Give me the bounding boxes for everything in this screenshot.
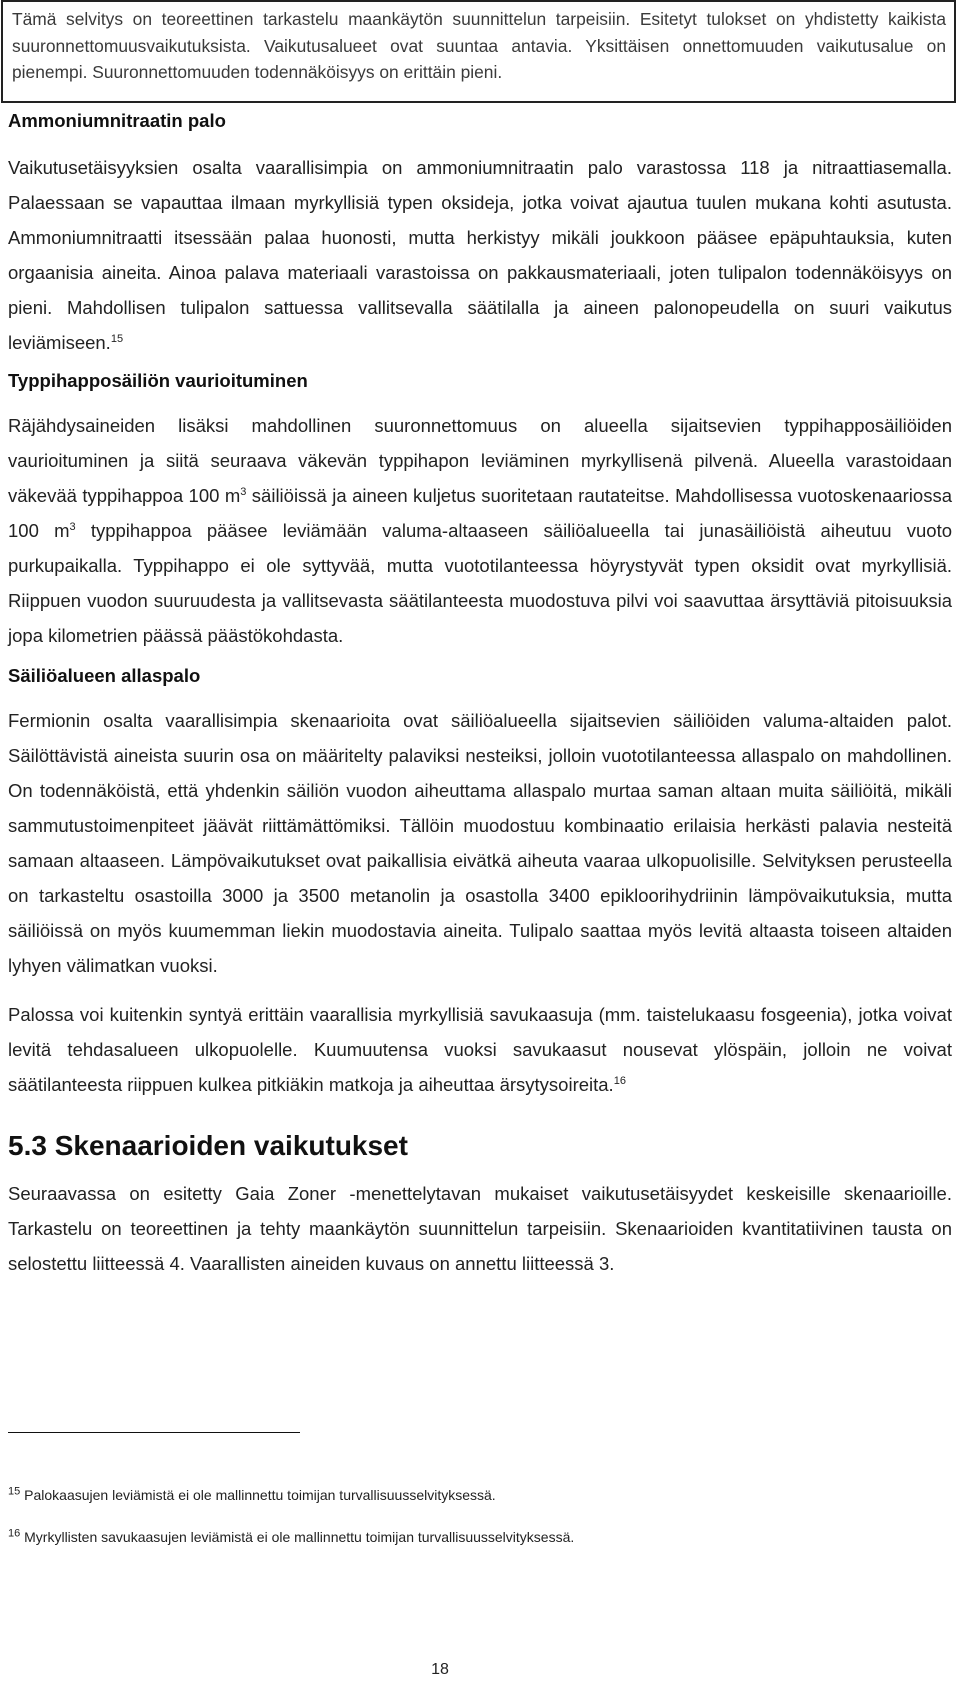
footnote-ref-16: 16 <box>613 1074 626 1087</box>
footnote-text: Palokaasujen leviämistä ei ole mallinnettu toimijan turvallisuusselvityksessä. <box>24 1487 496 1503</box>
footnote-number: 15 <box>8 1485 21 1498</box>
sulfuric-text-1: Räjähdysaineiden lisäksi mahdollinen suuronnettomuus on alueella sijaitsevien typpihapposäiliöiden vaurioituminen ja siitä seuraava väkevän typpihapon leviäminen myrkyllisenä pilvenä. Alueella varastoidaan väkevää typpihappoa 100 m <box>8 415 952 506</box>
pool-fire-paragraph: Fermionin osalta vaarallisimpia skenaarioita ovat säiliöalueella sijaitsevien säiliöiden valuma-altaiden palot. Säilöttävistä aineista suurin osa on määritelty palaviksi nesteiksi, jolloin vuototilanteessa allaspalo on mahdollinen. On todennäköistä, että yhdenkin säiliön vuodon aiheuttama allaspalo murtaa saman altaan muita säiliöitä, mikäli sammutustoimenpiteet jäävät riittämättömiksi. Tällöin muodostuu kombinaatio erilaisia herkästi palavia nesteitä samaan altaaseen. Lämpövaikutukset ovat paikallisia eivätkä aiheuta vaaraa ulkopuolisille. Selvityksen perusteella on tarkasteltu osastoilla 3000 ja 3500 metanolin ja osastolla 3400 epikloorihydriinin lämpövaikutuksia, mutta säiliöissä on myös kuumemman liekin muodostavia aineita. Tulipalo saattaa myös levitä altaasta toiseen altaiden lyhyen välimatkan vuoksi. <box>8 710 952 976</box>
scenario-heading: 5.3 Skenaarioiden vaikutukset <box>8 1130 408 1161</box>
cubic-sup-1: 3 <box>240 485 247 498</box>
disclaimer-box <box>1 0 956 103</box>
sulfuric-text-3: typpihappoa pääsee leviämään valuma-altaaseen säiliöalueella tai junasäiliöistä aiheutuu vuoto purkupaikalla. Typpihappo ei ole syttyvää, mutta vuototilanteessa höyrystyvät typen oksidit ovat myrkyllisiä. Riippuen vuodon suuruudesta ja vallitsevasta säätilanteesta muodostuva pilvi voi saavuttaa ärsyttäviä pitoisuuksia jopa kilometrien päässä päästökohdasta. <box>8 520 952 646</box>
main-content <box>8 108 952 1281</box>
sulfuric-heading: Typpihapposäiliön vaurioituminen <box>8 370 308 391</box>
footnote-number: 16 <box>8 1527 21 1540</box>
footnote-15 <box>8 1485 496 1505</box>
footnote-ref-15: 15 <box>110 332 124 345</box>
ammonium-paragraph <box>8 150 952 360</box>
footnote-divider <box>8 1432 300 1433</box>
sulfuric-text-2: säiliöissä ja aineen kuljetus suoritetaan rautateitse. Mahdollisessa vuotoskenaariossa 100 m <box>8 485 952 541</box>
page-number: 18 <box>431 1661 449 1678</box>
ammonium-heading: Ammoniumnitraatin palo <box>8 110 226 131</box>
pool-fire-heading: Säiliöalueen allaspalo <box>8 665 201 686</box>
ammonium-text: Vaikutusetäisyyksien osalta vaarallisimpia on ammoniumnitraatin palo varastossa 118 ja nitraattiasemalla. Palaessaan se vapauttaa ilmaan myrkyllisiä typen oksideja, jotka voivat ajautua tuulen mukana kohti asutusta. Ammoniumnitraatti itsessään palaa huonosti, mutta herkistyy mikäli joukkoon pääsee epäpuhtauksia, kuten orgaanisia aineita. Ainoa palava materiaali varastoissa on pakkausmateriaali, joten tulipalon todennäköisyys on pieni. Mahdollisen tulipalon sattuessa vallitsevalla säätilalla ja aineen palonopeudella on suuri vaikutus leviämiseen. <box>8 157 952 353</box>
footnote-16 <box>8 1527 574 1547</box>
footnote-text: Myrkyllisten savukaasujen leviämistä ei ole mallinnettu toimijan turvallisuusselvityksessä. <box>24 1529 575 1545</box>
cubic-sup-2: 3 <box>69 520 76 533</box>
sulfuric-paragraph <box>8 408 952 653</box>
disclaimer-text: Tämä selvitys on teoreettinen tarkastelu maankäytön suunnittelun tarpeisiin. Esitetyt tulokset on yhdistetty kaikista suuronnettomuusvaikutuksista. Vaikutusalueet ovat suuntaa antavia. Yksittäisen onnettomuuden vaikutusalue on pienempi. Suuronnettomuuden todennäköisyys on erittäin pieni. <box>12 9 946 82</box>
scenario-paragraph: Seuraavassa on esitetty Gaia Zoner -menettelytavan mukaiset vaikutusetäisyydet keskeisille skenaarioille. Tarkastelu on teoreettinen ja tehty maankäytön suunnittelun tarpeisiin. Skenaarioiden kvantitatiivinen tausta on selostettu liitteessä 4. Vaarallisten aineiden kuvaus on annettu liitteessä 3. <box>8 1183 952 1274</box>
smoke-paragraph <box>8 997 952 1102</box>
smoke-text: Palossa voi kuitenkin syntyä erittäin vaarallisia myrkyllisiä savukaasuja (mm. taistelukaasu fosgeenia), jotka voivat levitä tehdasalueen ulkopuolelle. Kuumuutensa vuoksi savukaasut nousevat ylöspäin, jolloin ne voivat säätilanteesta riippuen kulkea pitkiäkin matkoja ja aiheuttaa ärsytysoireita. <box>8 1004 952 1095</box>
